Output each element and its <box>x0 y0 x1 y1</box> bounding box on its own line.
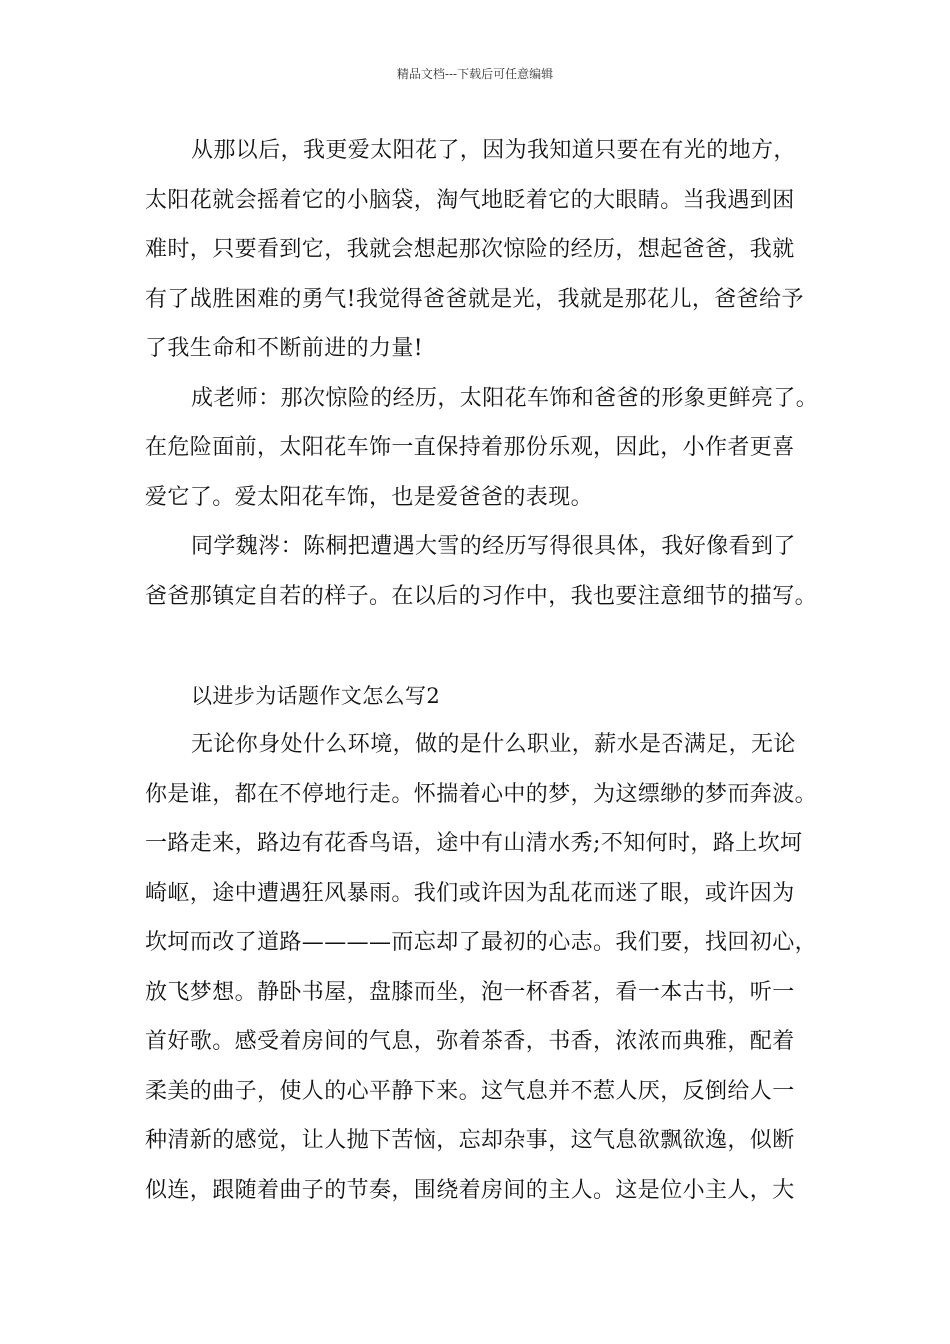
section-heading: 以进步为话题作文怎么写2 <box>191 683 441 708</box>
paragraph-line: 太阳花就会摇着它的小脑袋，淘气地眨着它的大眼睛。当我遇到困 <box>145 187 795 213</box>
page-header: 精品文档---下载后可任意编辑 <box>396 67 554 81</box>
paragraph-line: 无论你身处什么环境，做的是什么职业，薪水是否满足，无论 <box>191 732 796 757</box>
paragraph-line: 一路走来，路边有花香鸟语，途中有山清水秀;不知何时，路上坎坷 <box>145 831 803 856</box>
comment-line: 同学魏涔：陈桐把遭遇大雪的经历写得很具体，我好像看到了 <box>191 534 796 559</box>
blank-line <box>145 628 817 678</box>
paragraph-line: 从那以后，我更爱太阳花了，因为我知道只要在有光的地方， <box>191 138 796 163</box>
paragraph-line: 崎岖，途中遭遇狂风暴雨。我们或许因为乱花而迷了眼，或许因为 <box>145 880 795 906</box>
paragraph-line: 难时，只要看到它，我就会想起那次惊险的经历，想起爸爸，我就 <box>145 237 795 262</box>
comment-line: 爱它了。爱太阳花车饰，也是爱爸爸的表现。 <box>145 484 594 510</box>
paragraph-line: 似连，跟随着曲子的节奏，围绕着房间的主人。这是位小主人，大 <box>145 1177 795 1203</box>
paragraph-line: 柔美的曲子，使人的心平静下来。这气息并不惹人厌，反倒给人一 <box>145 1078 795 1104</box>
document-body <box>145 133 817 1222</box>
comment-line: 成老师：那次惊险的经历，太阳花车饰和爸爸的形象更鲜亮了。 <box>191 385 819 411</box>
paragraph-line: 有了战胜困难的勇气!我觉得爸爸就是光，我就是那花儿，爸爸给予 <box>145 286 804 312</box>
paragraph-line: 放飞梦想。静卧书屋，盘膝而坐，泡一杯香茗，看一本古书，听一 <box>145 979 795 1005</box>
paragraph-line: 坎坷而改了道路————而忘却了最初的心志。我们要，找回初心， <box>145 930 818 955</box>
paragraph-line: 首好歌。感受着房间的气息，弥着茶香，书香，浓浓而典雅，配着 <box>145 1029 795 1054</box>
paragraph-line: 了我生命和不断前进的力量! <box>145 336 424 361</box>
paragraph-line: 你是谁，都在不停地行走。怀揣着心中的梦，为这缥缈的梦而奔波。 <box>145 781 818 807</box>
paragraph-line: 种清新的感觉，让人抛下苦恼，忘却杂事，这气息欲飘欲逸，似断 <box>145 1128 795 1153</box>
comment-line: 爸爸那镇定自若的样子。在以后的习作中，我也要注意细节的描写。 <box>145 583 818 609</box>
comment-line: 在危险面前，太阳花车饰一直保持着那份乐观，因此，小作者更喜 <box>145 435 795 460</box>
